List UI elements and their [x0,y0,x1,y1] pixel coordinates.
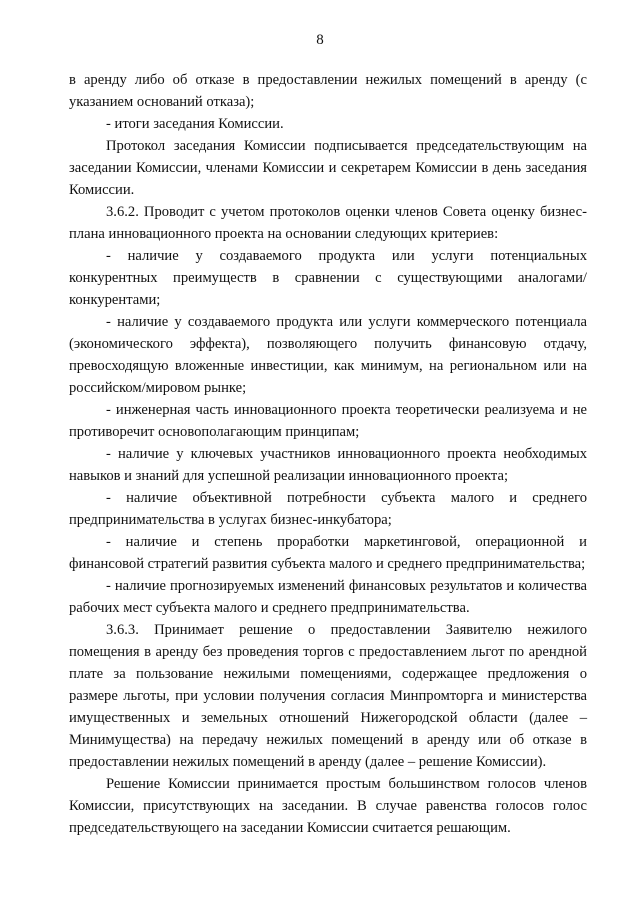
criterion-strategy-elaboration: - наличие и степень проработки маркетинговой, операционной и финансовой стратегий развития субъекта малого и среднего предпринимательства; [69,534,587,572]
paragraph-lease-decision: в аренду либо об отказе в предоставлении нежилых помещений в аренду (с указанием оснований отказа); [69,72,587,110]
criterion-team-skills: - наличие у ключевых участников инновационного проекта необходимых навыков и знаний для успешной реализации инновационного проекта; [69,446,587,484]
criterion-forecast-changes: - наличие прогнозируемых изменений финансовых результатов и количества рабочих мест субъекта малого и среднего предпринимательства. [69,578,587,616]
paragraph-protocol-signing: Протокол заседания Комиссии подписывается председательствующим на заседании Комиссии, членами Комиссии и секретарем Комиссии в день заседания Комиссии. [69,138,587,198]
criterion-engineering-feasibility: - инженерная часть инновационного проекта теоретически реализуема и не противоречит основополагающим принципам; [69,402,587,440]
page-number: 8 [316,32,324,48]
criterion-incubator-need: - наличие объективной потребности субъекта малого и среднего предпринимательства в услугах бизнес-инкубатора; [69,490,587,528]
paragraph-decision-voting: Решение Комиссии принимается простым большинством голосов членов Комиссии, присутствующих на заседании. В случае равенства голосов голос председательствующего на заседании Комиссии считается решающим. [69,776,587,836]
document-body [69,69,587,839]
paragraph-clause-3-6-2: 3.6.2. Проводит с учетом протоколов оценки членов Совета оценку бизнес-плана инновационного проекта на основании следующих критериев: [69,204,587,242]
paragraph-meeting-results: - итоги заседания Комиссии. [106,116,284,132]
paragraph-clause-3-6-3: 3.6.3. Принимает решение о предоставлении Заявителю нежилого помещения в аренду без проведения торгов с предоставлением льгот по арендной плате за пользование нежилыми помещениями, содержащее предложения о размере льготы, при условии получения согласия Минпромторга и министерства имущественных и земельных отношений Нижегородской области (далее – Минимущества) на передачу нежилых помещений в аренду или об отказе в предоставлении нежилых помещений в аренду (далее – решение Комиссии). [69,622,587,770]
criterion-commercial-potential: - наличие у создаваемого продукта или услуги коммерческого потенциала (экономического эффекта), позволяющего получить финансовую отдачу, превосходящую вложенные инвестиции, как минимум, на региональном или на российском/мировом рынке; [69,314,587,396]
criterion-competitive-advantages: - наличие у создаваемого продукта или услуги потенциальных конкурентных преимуществ в сравнении с существующими аналогами/конкурентами; [69,248,587,308]
